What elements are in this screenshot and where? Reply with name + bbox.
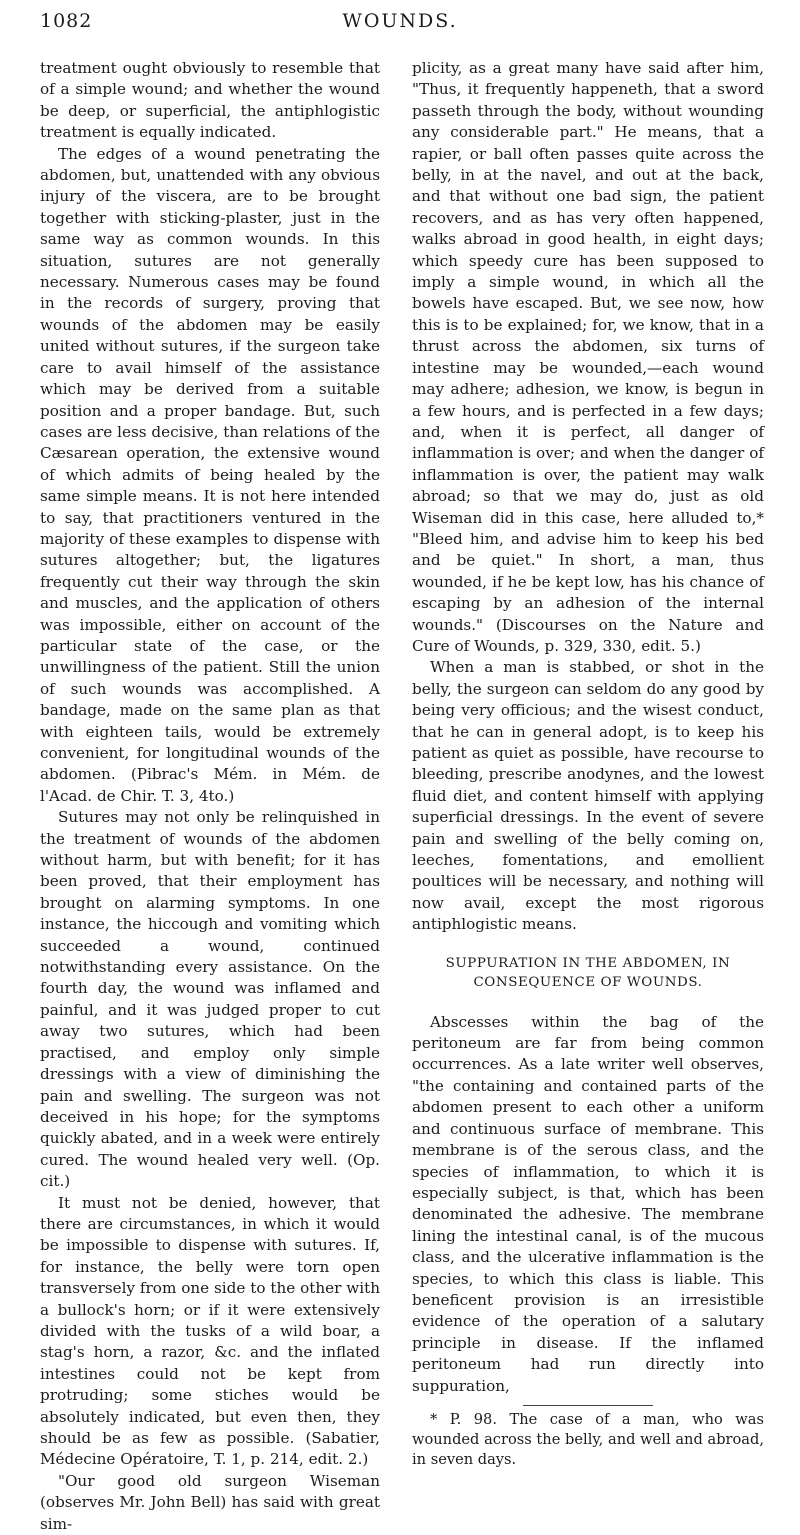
paragraph: Abscesses within the bag of the peritoneum are far from being common occurrences. As a late writer well observes, "the containing and contained parts of the abdomen present to each other a uniform and continuous surface of membrane. This membrane is of the serous class, and the species of inflammation, to which it is especially subject, is that, which has been denominated the adhesive. The membrane lining the intestinal canal, is of the mucous class, and the ulcerative inflammation is the species, to which this class is liable. This beneficent provision is an irresistible evidence of the operation of a salutary principle in disease. If the inflamed peritoneum had run directly into suppuration,: [412, 1012, 764, 1395]
paragraph: It must not be denied, however, that there are circumstances, in which it would be impossible to dispense with sutures. If, for instance, the belly were torn open transversely from one side to the other with a bullock's horn; or if it were extensively divided with the tusks of a wild boar, a stag's horn, a razor, &c. and the inflated intestines could not be kept from protruding; some stiches would be absolutely indicated, but even then, they should be as few as possible. (Sabatier, Médecine Opératoire, T. 1, p. 214, edit. 2.): [40, 1193, 380, 1469]
left-column: [40, 58, 380, 1535]
section-heading: [412, 954, 764, 992]
paragraph: The edges of a wound penetrating the abdomen, but, unattended with any obvious injury of the viscera, are to be brought together with sticking-plaster, just in the same way as common wounds. In this situation, sutures are not generally necessary. Numerous cases may be found in the records of surgery, proving that wounds of the abdomen may be easily united without sutures, if the surgeon take care to avail himself of the assistance which may be derived from a suitable position and a proper bandage. But, such cases are less decisive, than relations of the Cæsarean operation, the extensive wound of which admits of being healed by the same simple means. It is not here intended to say, that practitioners ventured in the majority of these examples to dispense with sutures altogether; but, the ligatures frequently cut their way through the skin and muscles, and the application of others was impossible, either on account of the particular state of the case, or the unwillingness of the patient. Still the union of such wounds was accomplished. A bandage, made on the same plan as that with eighteen tails, would be extremely convenient, for longitudinal wounds of the abdomen. (Pibrac's Mém. in Mém. de l'Acad. de Chir. T. 3, 4to.): [40, 144, 380, 805]
paragraph: treatment ought obviously to resemble that of a simple wound; and whether the wound be deep, or superficial, the antiphlogistic treatment is equally indicated.: [40, 59, 380, 142]
page-number: 1082: [40, 10, 93, 32]
running-head: WOUNDS.: [342, 10, 458, 32]
paragraph: "Our good old surgeon Wiseman (observes Mr. John Bell) has said with great sim-: [40, 1471, 380, 1533]
paragraph: plicity, as a great many have said after him, "Thus, it frequently happeneth, that a sword passeth through the body, without wounding any considerable part." He means, that a rapier, or ball often passes quite across the belly, in at the navel, and out at the back, and that without one bad sign, the patient recovers, and as has very often happened, walks abroad in good health, in eight days; which speedy cure has been supposed to imply a simple wound, in which all the bowels have escaped. But, we see now, how this is to be explained; for, we know, that in a thrust across the abdomen, six turns of intestine may be wounded,—each wound may adhere; adhesion, we know, is begun in a few hours, and is perfected in a few days; and, when it is perfect, all danger of inflammation is over; and when the danger of inflammation is over, the patient may walk abroad; so that we may do, just as old Wiseman did in this case, here alluded to,* "Bleed him, and advise him to keep his bed and be quiet." In short, a man, thus wounded, if he be kept low, has his chance of escaping by an adhesion of the internal wounds." (Discourses on the Nature and Cure of Wounds, p. 329, 330, edit. 5.): [412, 59, 764, 655]
section-heading-line: CONSEQUENCE OF WOUNDS.: [473, 974, 703, 990]
footnote: * P. 98. The case of a man, who was wounded across the belly, and well and abroad, in seven days.: [412, 1410, 764, 1468]
paragraph: When a man is stabbed, or shot in the belly, the surgeon can seldom do any good by being very officious; and the wisest conduct, that he can in general adopt, is to keep his patient as quiet as possible, have recourse to bleeding, prescribe anodynes, and the lowest fluid diet, and content himself with applying superficial dressings. In the event of severe pain and swelling of the belly coming on, leeches, fomentations, and emollient poultices will be necessary, and nothing will now avail, except the most rigorous antiphlogistic means.: [412, 658, 764, 934]
footnote-divider: [523, 1405, 653, 1406]
section-heading-line: SUPPURATION IN THE ABDOMEN, IN: [445, 955, 731, 971]
paragraph: Sutures may not only be relinquished in the treatment of wounds of the abdomen without harm, but with benefit; for it has been proved, that their employment has brought on alarming symptoms. In one instance, the hiccough and vomiting which succeeded a wound, continued notwithstanding every assistance. On the fourth day, the wound was inflamed and painful, and it was judged proper to cut away two sutures, which had been practised, and employ only simple dressings with a view of diminishing the pain and swelling. The surgeon was not deceived in his hope; for the symptoms quickly abated, and in a week were entirely cured. The wound healed very well. (Op. cit.): [40, 808, 380, 1191]
right-column: [412, 58, 764, 1470]
